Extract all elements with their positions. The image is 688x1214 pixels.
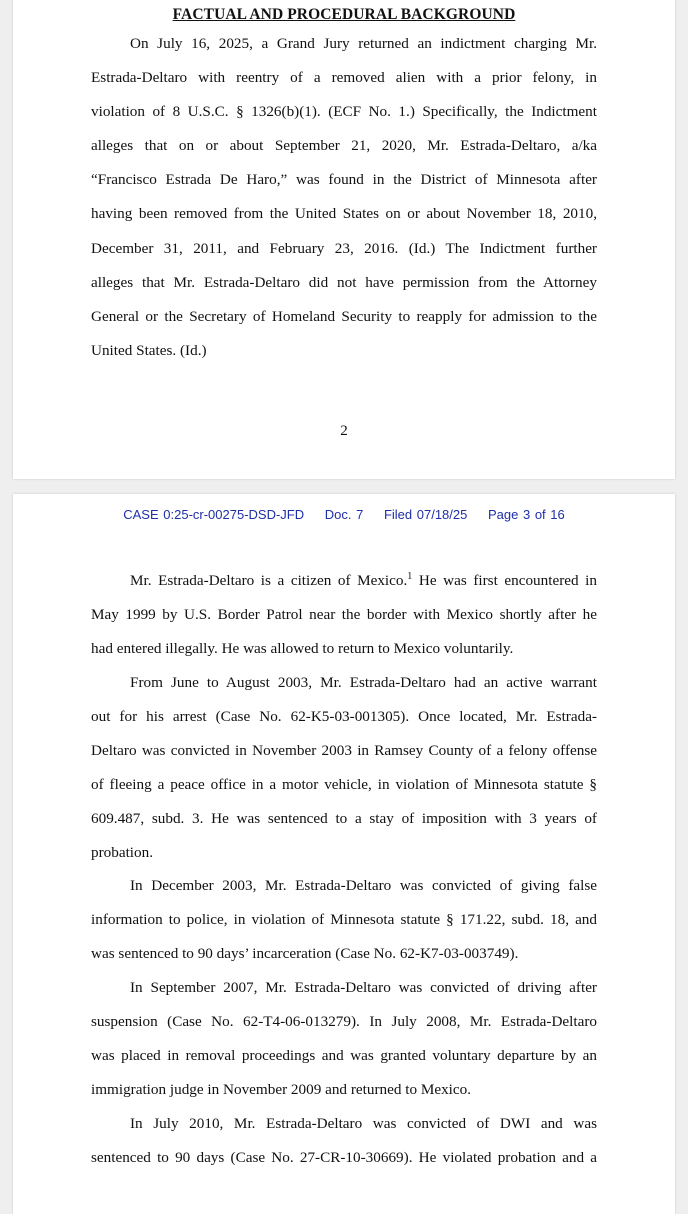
doc-number: Doc. 7 [324,507,364,522]
text-line: Mr. Estrada-Deltaro is a citizen of Mexico.$^1$ He was first encountered in [130,571,597,589]
footnote-marker: 1 [407,571,413,582]
text-line: United States. (Id.) [91,341,207,359]
section-heading: FACTUAL AND PROCEDURAL BACKGROUND [172,6,516,23]
text-line: From June to August 2003, Mr. Estrada-Deltaro had an active warrant [130,674,597,691]
text-line: probation. [91,844,154,862]
ecf-case-header [13,507,675,522]
paragraph-citizenship [91,564,597,666]
text-line: was sentenced to 90 days’ incarceration (Case No. 62-K7-03-003749). [91,945,519,963]
filed-date: Filed 07/18/25 [383,507,468,522]
text-line: “Francisco Estrada De Haro,” was found in the District of Minnesota after [91,171,597,189]
text-line: December 31, 2011, and February 23, 2016. (Id.) The Indictment further [91,239,597,257]
text-line: alleges that Mr. Estrada-Deltaro did not have permission from the Attorney [91,273,597,291]
text-line: On July 16, 2025, a Grand Jury returned an indictment charging Mr. [130,35,597,52]
text-line: In December 2003, Mr. Estrada-Deltaro was convicted of giving false [130,877,597,894]
case-number: CASE 0:25-cr-00275-DSD-JFD [123,507,305,522]
text-line: May 1999 by U.S. Border Patrol near the border with Mexico shortly after he [91,606,597,624]
text-line: alleges that on or about September 21, 2020, Mr. Estrada-Deltaro, a/ka [91,137,597,155]
text-line: suspension (Case No. 62-T4-06-013279). In July 2008, Mr. Estrada-Deltaro [91,1013,597,1031]
background-paragraph [91,27,597,368]
page-number: 2 [340,423,348,439]
text-line: In September 2007, Mr. Estrada-Deltaro was convicted of driving after [130,979,597,996]
text-line: had entered illegally. He was allowed to return to Mexico voluntarily. [91,640,514,658]
text-line: 609.487, subd. 3. He was sentenced to a stay of imposition with 3 years of [91,810,597,828]
text-line: immigration judge in November 2009 and returned to Mexico. [91,1081,472,1099]
text-line: Estrada-Deltaro with reentry of a removed alien with a prior felony, in [91,69,597,87]
text-line: of fleeing a peace office in a motor vehicle, in violation of Minnesota statute § [91,776,597,794]
text-line: In July 2010, Mr. Estrada-Deltaro was convicted of DWI and was [130,1115,597,1132]
text-line: violation of 8 U.S.C. § 1326(b)(1). (ECF No. 1.) Specifically, the Indictment [91,103,597,121]
paragraph-2003-warrant [91,666,597,871]
text-line: General or the Secretary of Homeland Security to reapply for admission to the [91,307,597,325]
paragraph-december-2003 [91,869,597,971]
document-page-3 [13,494,675,1214]
page-of-total: Page 3 of 16 [488,507,565,522]
text-line: out for his arrest (Case No. 62-K5-03-001305). Once located, Mr. Estrada- [91,708,597,726]
text-line: having been removed from the United States on or about November 18, 2010, [91,205,597,223]
text-line: Deltaro was convicted in November 2003 in Ramsey County of a felony offense [91,742,597,760]
text-line: information to police, in violation of Minnesota statute § 171.22, subd. 18, and [91,911,597,929]
document-page-2 [13,0,675,479]
paragraph-2007-2009 [91,971,597,1107]
paragraph-2010-dwi [91,1107,597,1175]
text-line: sentenced to 90 days (Case No. 27-CR-10-30669). He violated probation and a [91,1149,597,1167]
text-line: was placed in removal proceedings and was granted voluntary departure by an [91,1047,597,1065]
